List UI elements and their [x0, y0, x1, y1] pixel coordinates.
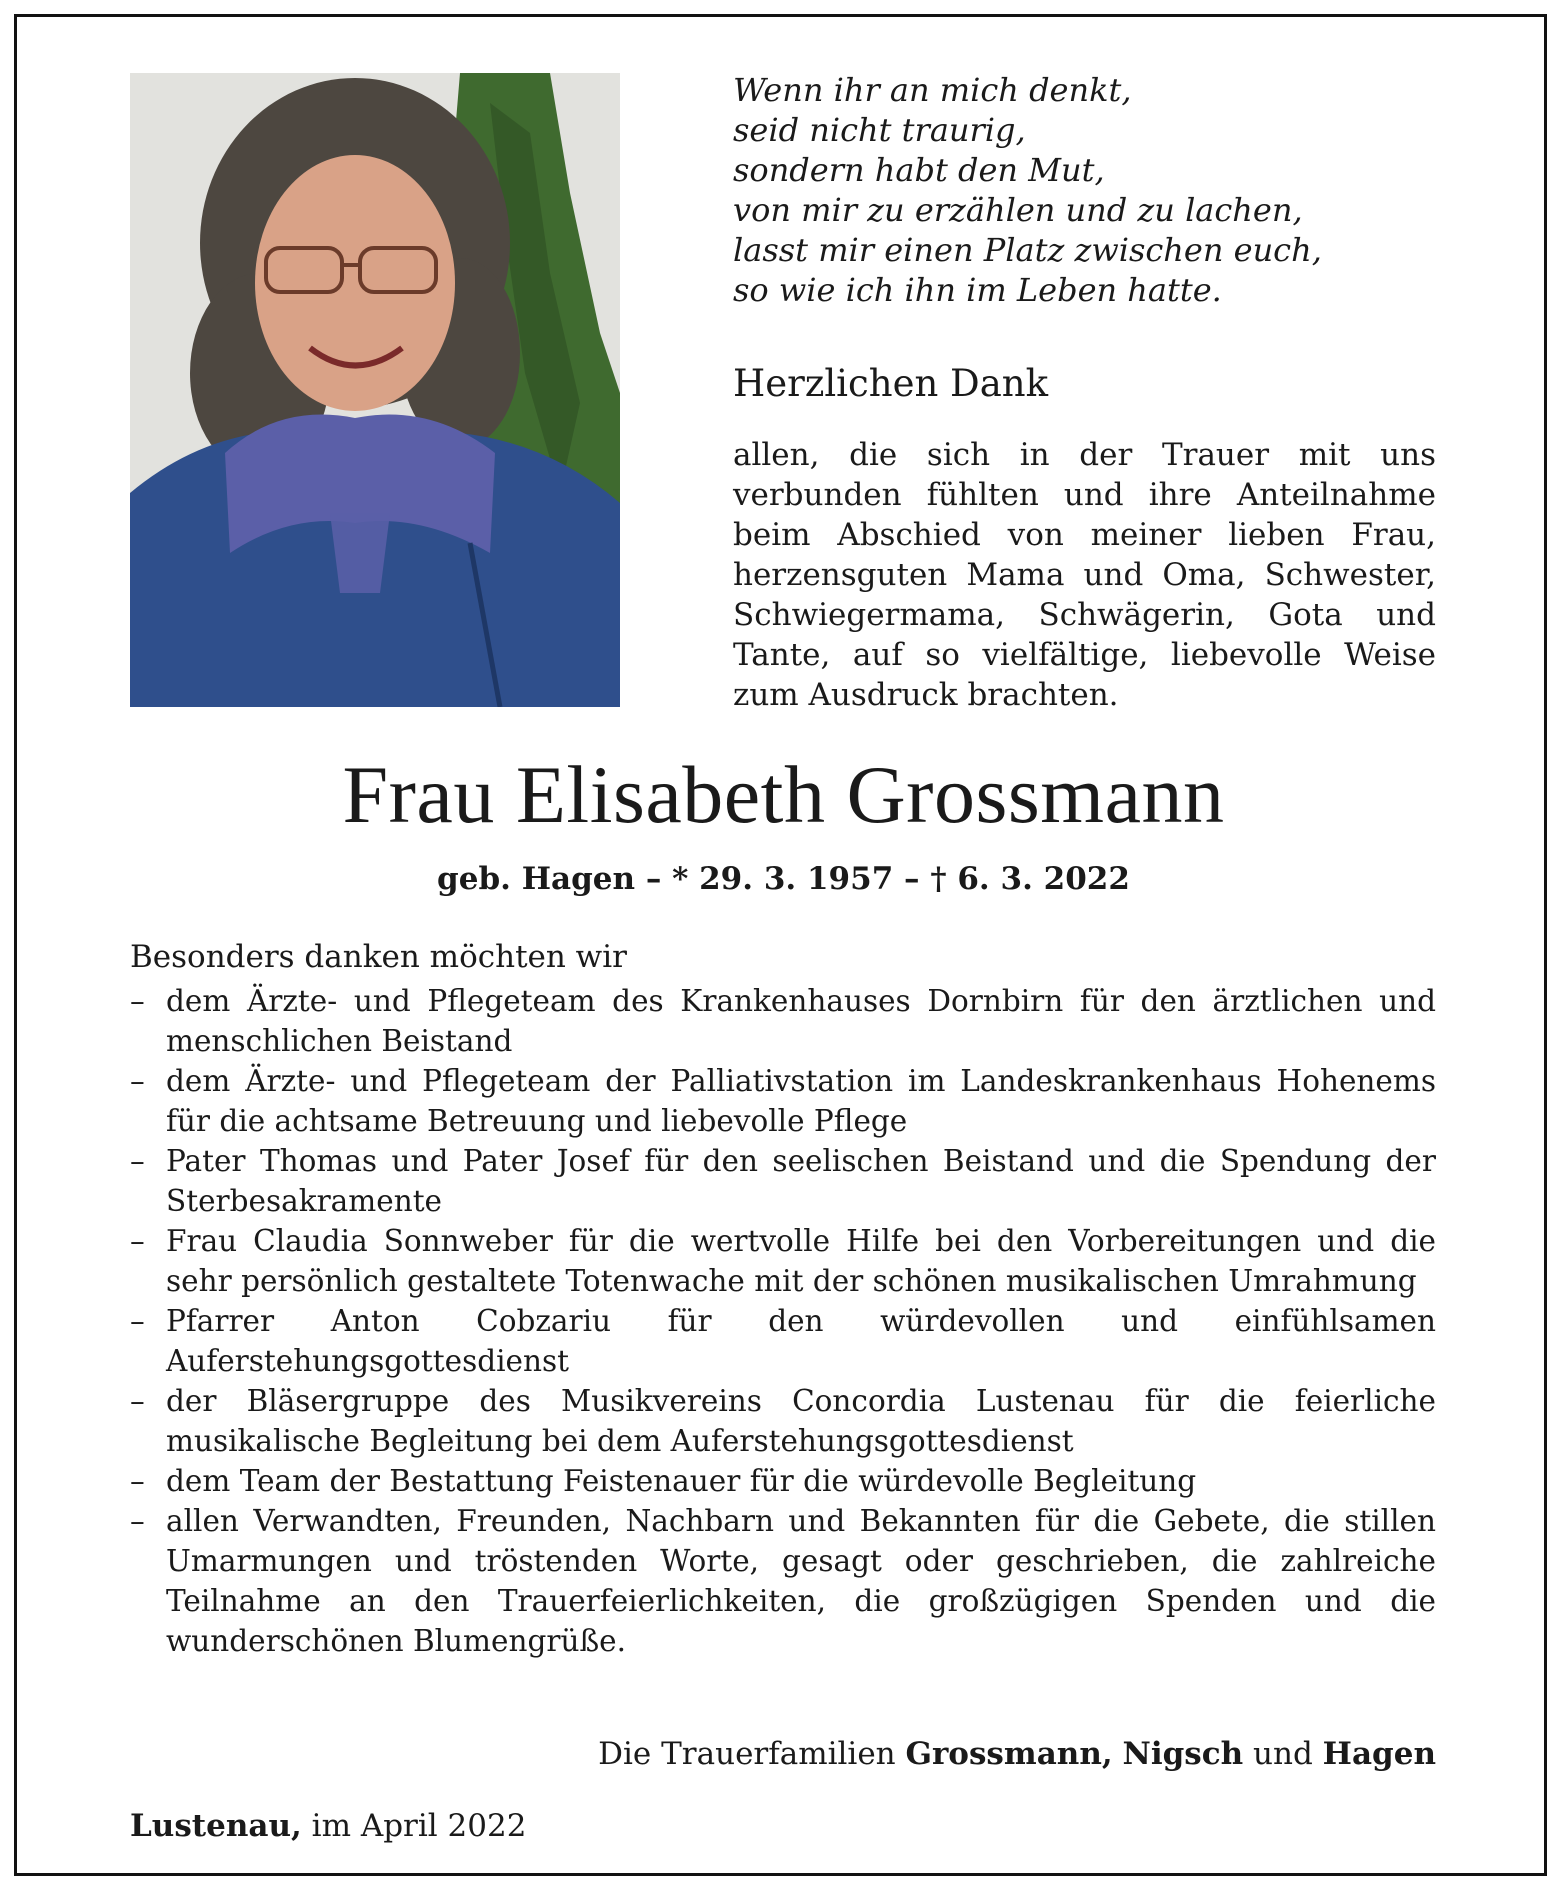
poem-line: seid nicht traurig, — [733, 111, 1026, 149]
poem-line: Wenn ihr an mich denkt, — [733, 71, 1132, 109]
signature-prefix: Die Trauerfamilien — [598, 1736, 896, 1772]
dash-bullet: – — [130, 1224, 145, 1258]
list-item-text: Pater Thomas und Pater Josef für den seelischen Beistand und die Spendung der Sterbesakramente — [166, 1144, 1436, 1218]
portrait-photo-icon — [130, 73, 620, 707]
dash-bullet: – — [130, 1064, 145, 1098]
dash-bullet: – — [130, 1304, 145, 1338]
special-thanks-lead: Besonders danken möchten wir — [130, 939, 627, 975]
list-item — [130, 1221, 1436, 1301]
list-item-text: Frau Claudia Sonnweber für die wertvolle Hilfe bei den Vorbereitungen und die sehr persönlich gestaltete Totenwache mit der schönen musikalischen Umrahmung — [166, 1224, 1436, 1298]
list-item-text: Pfarrer Anton Cobzariu für den würdevollen und einfühlsamen Auferstehungsgottesdienst — [166, 1304, 1436, 1378]
list-item-text: dem Ärzte- und Pflegeteam der Palliativstation im Landeskrankenhaus Hohenems für die achtsame Betreuung und liebevolle Pflege — [166, 1064, 1436, 1138]
list-item — [130, 1501, 1436, 1661]
list-item — [130, 1381, 1436, 1461]
list-item-text: dem Team der Bestattung Feistenauer für die würdevolle Begleitung — [166, 1464, 1197, 1498]
portrait-photo — [130, 73, 620, 707]
poem-line: so wie ich ihn im Leben hatte. — [733, 271, 1222, 309]
family-name: Grossmann, — [905, 1736, 1113, 1772]
poem-line: von mir zu erzählen und zu lachen, — [733, 191, 1303, 229]
dash-bullet: – — [130, 1464, 145, 1498]
list-item — [130, 981, 1436, 1061]
poem-line: lasst mir einen Platz zwischen euch, — [733, 231, 1322, 269]
special-thanks-list — [130, 981, 1436, 1661]
thanks-intro: allen, die sich in der Trauer mit uns verbunden fühlten und ihre Anteilnahme beim Abschied von meiner lieben Frau, herzensguten Mama und Oma, Schwester, Schwiegermama, Schwägerin, Gota und Tante, auf so vielfältige, liebevolle Weise zum Ausdruck brachten. — [733, 437, 1436, 713]
list-item-text: allen Verwandten, Freunden, Nachbarn und Bekannten für die Gebete, die stillen Umarmungen und tröstenden Worte, gesagt oder geschrieben, die zahlreiche Teilnahme an den Trauerfeierlichkeiten, die großzügigen Spenden und die wunderschönen Blumengrüße. — [166, 1504, 1436, 1658]
dash-bullet: – — [130, 984, 145, 1018]
place: Lustenau, — [130, 1808, 302, 1844]
list-item — [130, 1061, 1436, 1141]
dash-bullet: – — [130, 1144, 145, 1178]
dash-bullet: – — [130, 1504, 145, 1538]
signature — [598, 1732, 1436, 1776]
place-date — [130, 1804, 526, 1848]
list-item — [130, 1141, 1436, 1221]
dash-bullet: – — [130, 1384, 145, 1418]
deceased-name: Frau Elisabeth Grossmann — [342, 749, 1225, 840]
list-item — [130, 1301, 1436, 1381]
thanks-heading: Herzlichen Dank — [733, 362, 1049, 405]
family-name: Hagen — [1322, 1736, 1436, 1772]
signature-connector: und — [1253, 1736, 1313, 1772]
list-item — [130, 1461, 1436, 1501]
poem — [733, 70, 1473, 310]
deceased-dates: geb. Hagen – * 29. 3. 1957 – † 6. 3. 2022 — [437, 861, 1130, 897]
list-item-text: der Bläsergruppe des Musikvereins Concordia Lustenau für die feierliche musikalische Begleitung bei dem Auferstehungsgottesdienst — [166, 1384, 1436, 1458]
poem-line: sondern habt den Mut, — [733, 151, 1105, 189]
family-name: Nigsch — [1122, 1736, 1244, 1772]
list-item-text: dem Ärzte- und Pflegeteam des Krankenhauses Dornbirn für den ärztlichen und menschlichen Beistand — [166, 984, 1436, 1058]
date: im April 2022 — [311, 1808, 527, 1844]
